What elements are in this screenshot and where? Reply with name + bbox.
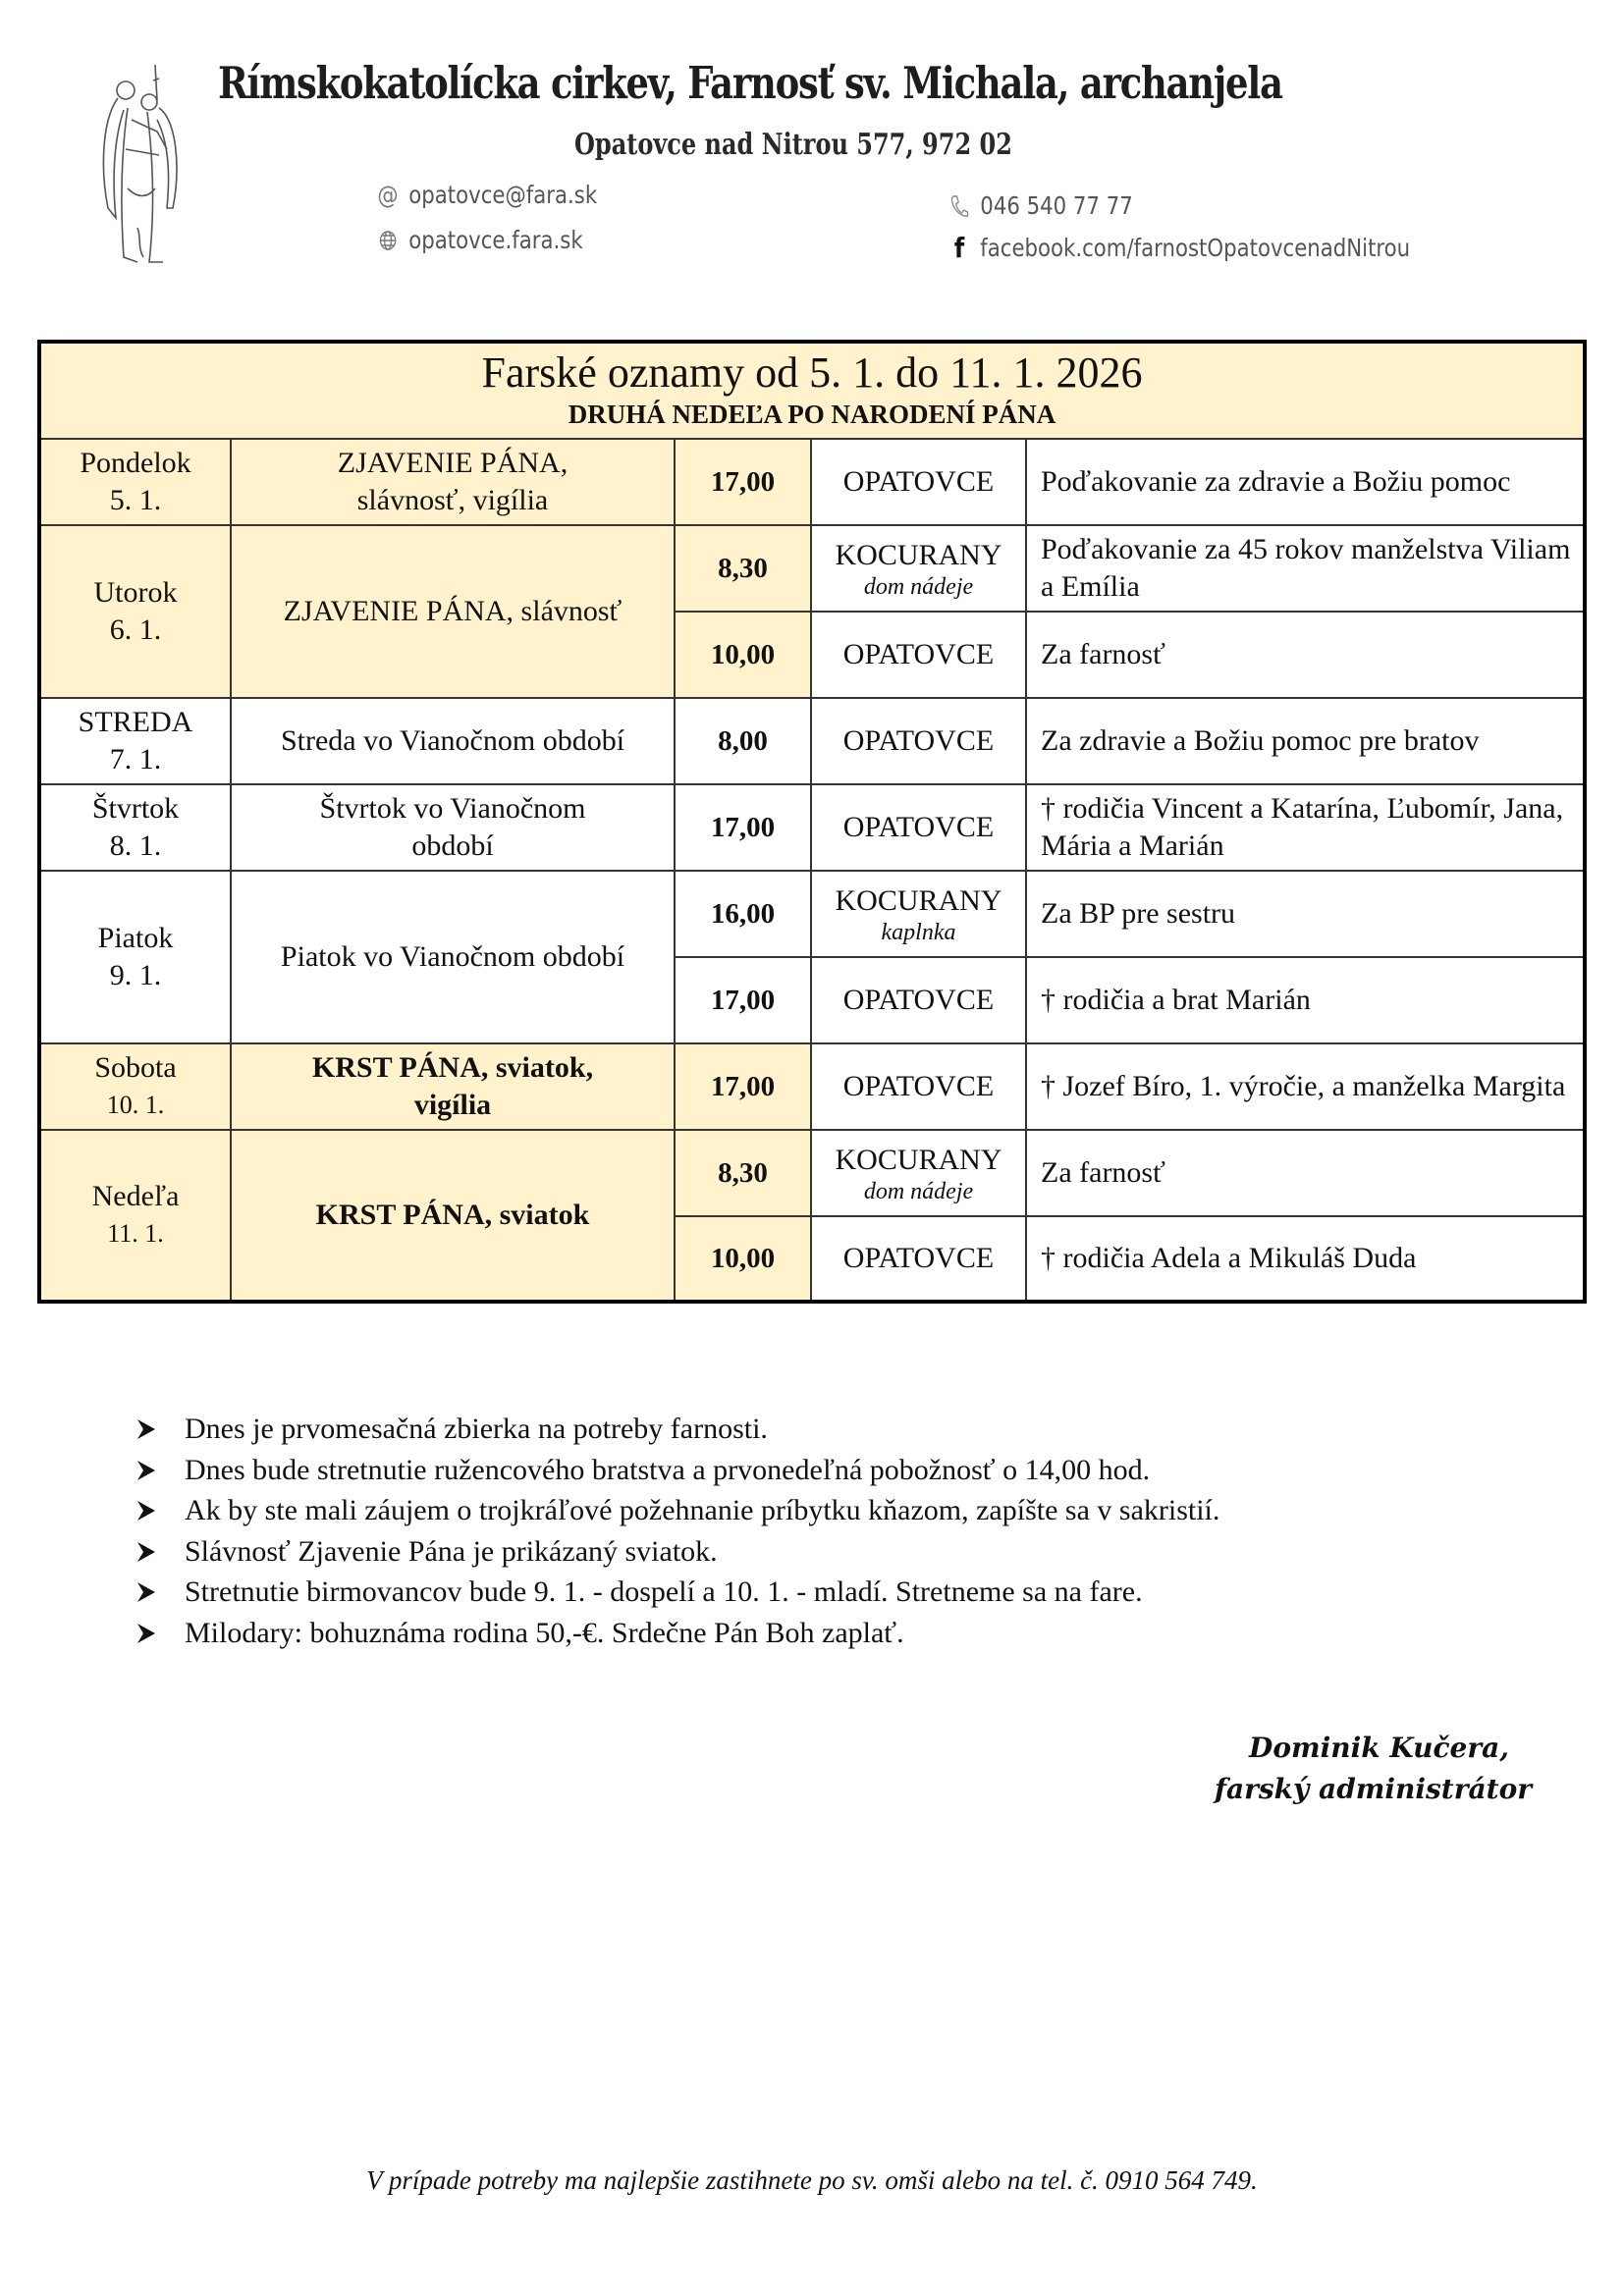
day-name: STREDA xyxy=(78,706,193,738)
organization-address: Opatovce nad Nitrou 577, 972 02 xyxy=(574,128,1012,162)
feast-name: ZJAVENIE PÁNA, slávnosť xyxy=(283,595,623,627)
place-name: OPATOVCE xyxy=(842,984,995,1016)
place-name: OPATOVCE xyxy=(842,811,995,843)
mass-place xyxy=(812,1044,1027,1131)
day-name: Utorok xyxy=(93,576,178,609)
day-name: Piatok xyxy=(97,922,174,954)
phone-number[interactable]: 046 540 77 77 xyxy=(980,191,1133,220)
contact-facebook[interactable] xyxy=(948,234,1410,262)
mass-intention: Poďakovanie za zdravie a Božiu pomoc xyxy=(1027,440,1583,526)
place-note: dom nádeje xyxy=(863,574,974,600)
mass-time: 17,00 xyxy=(676,785,812,872)
signature-role: farský administrátor xyxy=(1214,1773,1532,1805)
mass-time: 8,30 xyxy=(676,526,812,613)
mass-place xyxy=(812,1131,1027,1217)
signature-block xyxy=(1159,1728,1532,1810)
arrowhead-bullet-icon xyxy=(137,1419,155,1439)
place-name: OPATOVCE xyxy=(842,638,995,670)
place-name: OPATOVCE xyxy=(842,1070,995,1102)
mass-time: 16,00 xyxy=(676,872,812,958)
feast-name: KRST PÁNA, sviatok xyxy=(315,1199,590,1231)
feast-name: KRST PÁNA, sviatok, vigília xyxy=(311,1051,594,1121)
day-name: Štvrtok xyxy=(91,792,180,825)
mass-intention: Za farnosť xyxy=(1027,1131,1583,1217)
day-date: 7. 1. xyxy=(109,743,162,775)
arrowhead-bullet-icon xyxy=(137,1542,155,1562)
day-date: 10. 1. xyxy=(106,1091,165,1119)
contact-phone[interactable] xyxy=(948,191,1133,220)
announcement-item: Dnes je prvomesačná zbierka na potreby farnosti. xyxy=(137,1410,1532,1451)
day-name: Sobota xyxy=(94,1051,177,1084)
mass-time: 10,00 xyxy=(676,1217,812,1300)
place-note: dom nádeje xyxy=(863,1179,974,1204)
mass-time: 17,00 xyxy=(676,1044,812,1131)
feast-cell xyxy=(232,1131,676,1300)
day-date: 9. 1. xyxy=(109,959,162,991)
place-note: kaplnka xyxy=(881,920,956,945)
globe-icon xyxy=(377,228,399,253)
announcement-item: Milodary: bohuznáma rodina 50,-€. Srdečne Pán Boh zaplať. xyxy=(137,1614,1532,1655)
day-date: 5. 1. xyxy=(109,484,162,516)
mass-time: 17,00 xyxy=(676,440,812,526)
feast-name: Štvrtok vo Vianočnom období xyxy=(319,792,586,862)
arrowhead-bullet-icon xyxy=(137,1582,155,1602)
announcement-item: Stretnutie birmovancov bude 9. 1. - dospelí a 10. 1. - mladí. Stretneme sa na fare. xyxy=(137,1573,1532,1614)
mass-place xyxy=(812,613,1027,699)
mass-time: 8,30 xyxy=(676,1131,812,1217)
feast-cell xyxy=(232,526,676,699)
day-date: 8. 1. xyxy=(109,829,162,862)
contact-email[interactable] xyxy=(377,181,597,209)
feast-name: ZJAVENIE PÁNA, slávnosť, vigília xyxy=(337,447,568,516)
place-name: OPATOVCE xyxy=(842,1242,995,1274)
day-cell xyxy=(41,526,232,699)
feast-cell xyxy=(232,1044,676,1131)
arrowhead-bullet-icon xyxy=(137,1624,155,1643)
weekly-schedule-table xyxy=(37,340,1587,1304)
archangel-michael-logo xyxy=(98,61,196,272)
mass-intention: † rodičia a brat Marián xyxy=(1027,958,1583,1044)
day-date: 11. 1. xyxy=(107,1219,164,1248)
mass-place xyxy=(812,526,1027,613)
arrowhead-bullet-icon xyxy=(137,1461,155,1480)
arrowhead-bullet-icon xyxy=(137,1501,155,1521)
announcement-item: Ak by ste mali záujem o trojkráľové požehnanie príbytku kňazom, zapíšte sa v sakristií. xyxy=(137,1491,1532,1532)
organization-name: Rímskokatolícka cirkev, Farnosť sv. Michala, archanjela xyxy=(218,57,1282,109)
place-name: OPATOVCE xyxy=(842,465,995,498)
place-name: KOCURANY xyxy=(835,539,1002,571)
mass-time: 10,00 xyxy=(676,613,812,699)
website-link[interactable]: opatovce.fara.sk xyxy=(408,226,583,254)
mass-time: 17,00 xyxy=(676,958,812,1044)
contact-website[interactable] xyxy=(377,226,583,254)
mass-intention: Za zdravie a Božiu pomoc pre bratov xyxy=(1027,699,1583,785)
day-cell xyxy=(41,440,232,526)
mass-place xyxy=(812,1217,1027,1300)
mass-time: 8,00 xyxy=(676,699,812,785)
announcement-item: Slávnosť Zjavenie Pána je prikázaný sviatok. xyxy=(137,1532,1532,1574)
day-cell xyxy=(41,1044,232,1131)
mass-intention: † rodičia Adela a Mikuláš Duda xyxy=(1041,1242,1417,1274)
mass-intention: Za farnosť xyxy=(1027,613,1583,699)
mass-intention: † Jozef Bíro, 1. výročie, a manželka Margita xyxy=(1027,1044,1583,1131)
day-name: Pondelok xyxy=(80,447,191,479)
feast-name: Streda vo Vianočnom období xyxy=(280,724,625,757)
feast-cell xyxy=(232,872,676,1044)
mass-place xyxy=(812,872,1027,958)
place-name: KOCURANY xyxy=(835,884,1002,917)
day-cell xyxy=(41,785,232,872)
day-cell xyxy=(41,699,232,785)
contact-footer-note: V prípade potreby ma najlepšie zastihnete po sv. omši alebo na tel. č. 0910 564 749. xyxy=(366,2165,1258,2195)
facebook-link[interactable]: facebook.com/farnostOpatovcenadNitrou xyxy=(980,234,1411,262)
day-cell xyxy=(41,1131,232,1300)
day-name: Nedeľa xyxy=(91,1180,180,1212)
mass-place xyxy=(812,440,1027,526)
announcements-title: Farské oznamy od 5. 1. do 11. 1. 2026 xyxy=(481,348,1143,397)
mass-intention: † rodičia Vincent a Katarína, Ľubomír, Jana, Mária a Marián xyxy=(1027,785,1583,872)
facebook-icon: f xyxy=(953,232,965,264)
feast-cell xyxy=(232,440,676,526)
mass-intention: Poďakovanie za 45 rokov manželstva Viliam a Emília xyxy=(1027,526,1583,613)
place-name: OPATOVCE xyxy=(842,724,995,757)
place-name: KOCURANY xyxy=(835,1144,1002,1176)
feast-cell xyxy=(232,699,676,785)
day-date: 6. 1. xyxy=(109,614,162,646)
liturgical-sunday: DRUHÁ NEDEĽA PO NARODENÍ PÁNA xyxy=(568,400,1056,429)
phone-icon xyxy=(948,193,970,219)
mass-place xyxy=(812,699,1027,785)
signature-name: Dominik Kučera, xyxy=(1249,1732,1509,1764)
mass-place xyxy=(812,785,1027,872)
announcement-item: Dnes bude stretnutie ružencového bratstva a prvonedeľná pobožnosť o 14,00 hod. xyxy=(137,1451,1532,1492)
announcements-list xyxy=(137,1410,1532,1654)
at-icon: @ xyxy=(377,181,399,209)
feast-name: Piatok vo Vianočnom období xyxy=(280,940,625,973)
day-cell xyxy=(41,872,232,1044)
table-header xyxy=(41,344,1583,440)
feast-cell xyxy=(232,785,676,872)
email-link[interactable]: opatovce@fara.sk xyxy=(408,181,598,209)
mass-place xyxy=(812,958,1027,1044)
mass-intention: Za BP pre sestru xyxy=(1027,872,1583,958)
